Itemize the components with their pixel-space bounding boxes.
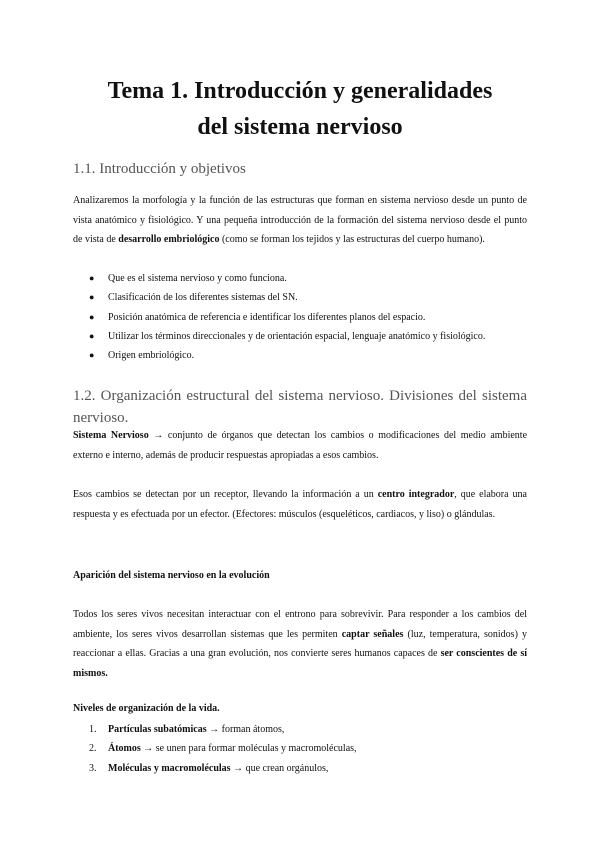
subheading-evolution: Aparición del sistema nervioso en la evolución (73, 570, 270, 581)
page-title-line2: del sistema nervioso (197, 114, 403, 140)
bullet-icon: ● (89, 292, 95, 302)
subheading-levels: Niveles de organización de la vida. (73, 703, 220, 714)
list-item: Átomos → se unen para formar moléculas y macromoléculas, (108, 743, 357, 754)
bold-term: captar señales (341, 628, 404, 640)
list-item: Partículas subatómicas → forman átomos, (108, 724, 285, 735)
list-item: Utilizar los términos direccionales y de orientación espacial, lenguaje anatómico y fisiológico. (108, 331, 486, 342)
bold-term: desarrollo embriológico (118, 234, 220, 245)
page-title: Tema 1. Introducción y generalidades (107, 78, 493, 104)
list-item: Clasificación de los diferentes sistemas del SN. (108, 292, 298, 303)
bullet-icon: ● (89, 331, 95, 341)
list-item: Moléculas y macromoléculas → que crean orgánulos, (108, 763, 329, 774)
list-item: Origen embriológico. (108, 350, 195, 361)
receptor-paragraph: Esos cambios se detectan por un receptor, llevando la información a un centro integrador, que elabora una respuesta y es efectuada por un efector. (Efectores: músculos (esqueléticos, cardiacos, y liso) o glándulas. (73, 489, 527, 520)
bullet-icon: ● (89, 273, 95, 283)
list-item: Que es el sistema nervioso y como funciona. (108, 273, 287, 284)
list-number: 3. (89, 763, 97, 774)
bullet-icon: ● (89, 312, 95, 322)
bold-term: centro integrador (377, 489, 455, 500)
bold-term: ser conscientes de sí mismos. (73, 648, 527, 679)
section-heading-1-2: 1.2. Organización estructural del sistema nervioso. Divisiones del sistema nervioso. (73, 388, 527, 426)
evolution-paragraph: Todos los seres vivos necesitan interactuar con el entrono para sobrevivir. Para responder a los cambios del ambiente, los seres vivos desarrollan sistemas que les permiten captar señales (luz, temperatura, sonidos) y reaccionar a ellas. Gracias a una gran evolución, nos convierte seres humanos capaces de ser conscientes de sí mismos. (73, 609, 527, 679)
list-item: Posición anatómica de referencia e identificar los diferentes planos del espacio. (108, 312, 426, 323)
list-number: 2. (89, 743, 97, 754)
bullet-icon: ● (89, 350, 95, 360)
definition-paragraph: Sistema Nervioso → conjunto de órganos que detectan los cambios o modificaciones del medio ambiente externo e interno, además de producir respuestas apropiadas a esos cambios. (73, 430, 528, 461)
intro-paragraph: Analizaremos la morfología y la función de las estructuras que forman en sistema nervioso desde un punto de vista anatómico y fisiológico. Y una pequeña introducción de la formación del sistema nervioso desde el punto de vista de desarrollo embriológico (como se forman los tejidos y las estructuras del cuerpo humano). (73, 195, 527, 245)
bold-term: Sistema Nervioso (73, 430, 149, 441)
section-heading-1-1: 1.1. Introducción y objetivos (73, 161, 246, 177)
list-number: 1. (89, 724, 97, 735)
